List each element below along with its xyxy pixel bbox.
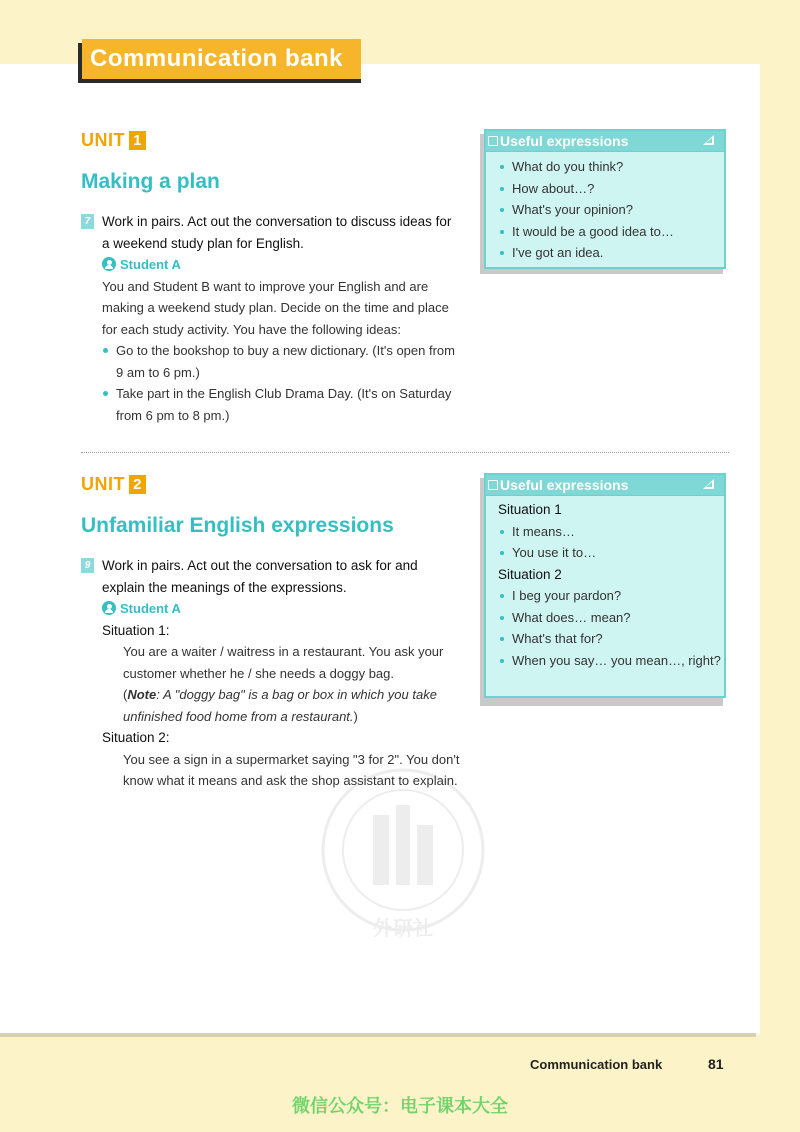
header-tab xyxy=(78,43,361,83)
person-icon xyxy=(102,257,116,271)
activity-number-badge: 7 xyxy=(81,214,94,229)
situation1-text: You are a waiter / waitress in a restaurant. You ask your customer whether he / she needs a doggy bag. xyxy=(123,644,444,681)
unit1-box-title: Useful expressions xyxy=(500,133,629,149)
situation2-label: Situation 2: xyxy=(102,730,170,745)
box-situation2-label: Situation 2 xyxy=(498,566,562,582)
list-item: I beg your pardon? xyxy=(498,585,724,607)
unit1-title: Making a plan xyxy=(81,170,220,193)
unit2-student-label xyxy=(102,598,461,620)
page-shadow xyxy=(0,1033,756,1037)
watermark-building-mid xyxy=(396,805,410,885)
activity-number-badge: 9 xyxy=(81,558,94,573)
unit2-student-text: Student A xyxy=(120,601,181,616)
person-icon xyxy=(102,601,116,615)
unit2-title: Unfamiliar English expressions xyxy=(81,514,394,537)
footer-title: Communication bank xyxy=(530,1057,663,1072)
list-item: You use it to… xyxy=(498,542,724,564)
situation2-text: You see a sign in a supermarket saying "3 for 2". You don't know what it means and ask the shop assistant to explain. xyxy=(123,751,460,788)
checkbox-square-icon xyxy=(488,136,498,146)
box-situation2-list xyxy=(486,585,724,671)
note-close-paren: ) xyxy=(353,708,358,724)
list-item: Go to the bookshop to buy a new dictionary. (It's open from 9 am to 6 pm.) xyxy=(102,340,461,383)
unit2-useful-expressions-box xyxy=(484,473,726,698)
list-item: What's that for? xyxy=(498,628,724,650)
list-item: What's your opinion? xyxy=(498,199,724,221)
corner-triangle-icon xyxy=(703,479,714,489)
unit1-activity xyxy=(81,211,461,426)
unit1-body: You and Student B want to improve your English and are making a weekend study plan. Decide on the time and place for each study activity. You have the following ideas: xyxy=(102,278,449,337)
unit2-box-title: Useful expressions xyxy=(500,477,629,493)
situation1-label: Situation 1: xyxy=(102,622,170,638)
list-item: It would be a good idea to… xyxy=(498,221,724,243)
situation1-note xyxy=(123,684,461,727)
publisher-watermark-logo xyxy=(318,765,488,955)
unit1-box-list xyxy=(486,156,724,264)
unit2-number: 2 xyxy=(129,475,146,494)
unit1-instruction: Work in pairs. Act out the conversation to discuss ideas for a weekend study plan for English. xyxy=(102,214,452,251)
box-situation1-list xyxy=(486,521,724,564)
header-title: Communication bank xyxy=(82,39,361,79)
unit1-student-label xyxy=(102,254,461,276)
note-label: Note xyxy=(127,687,157,702)
unit1-student-text: Student A xyxy=(120,257,181,272)
unit2-label-text: UNIT xyxy=(81,474,125,494)
unit2-instruction: Work in pairs. Act out the conversation to ask for and explain the meanings of the expressions. xyxy=(102,558,418,595)
box-situation1-label: Situation 1 xyxy=(498,502,562,517)
list-item: How about…? xyxy=(498,178,724,200)
unit1-label-text: UNIT xyxy=(81,130,125,150)
list-item: When you say… you mean…, right? xyxy=(498,650,724,672)
list-item: What do you think? xyxy=(498,156,724,178)
watermark-building-left xyxy=(373,815,389,885)
note-open-paren: ( xyxy=(123,687,128,702)
checkbox-square-icon xyxy=(488,480,498,490)
section-divider xyxy=(81,452,729,453)
unit2-label xyxy=(81,474,146,495)
list-item: I've got an idea. xyxy=(498,242,724,264)
corner-triangle-icon xyxy=(703,135,714,145)
watermark-text: 外研社 xyxy=(373,916,433,940)
wechat-caption: 微信公众号：电子课本大全 xyxy=(292,1096,508,1116)
list-item: It means… xyxy=(498,521,724,543)
note-text: : A "doggy bag" is a bag or box in which you take unfinished food home from a restaurant. xyxy=(123,687,437,724)
list-item: What does… mean? xyxy=(498,607,724,629)
unit1-label xyxy=(81,130,146,151)
list-item: Take part in the English Club Drama Day. (It's on Saturday from 6 pm to 8 pm.) xyxy=(102,383,461,426)
unit2-box-header xyxy=(486,475,724,496)
unit1-number: 1 xyxy=(129,131,146,150)
page-number: 81 xyxy=(708,1056,724,1072)
watermark-building-right xyxy=(417,825,433,885)
unit2-activity xyxy=(81,555,461,792)
unit1-useful-expressions-box xyxy=(484,129,726,269)
unit1-bullet-list xyxy=(102,340,461,426)
unit1-box-header xyxy=(486,131,724,152)
